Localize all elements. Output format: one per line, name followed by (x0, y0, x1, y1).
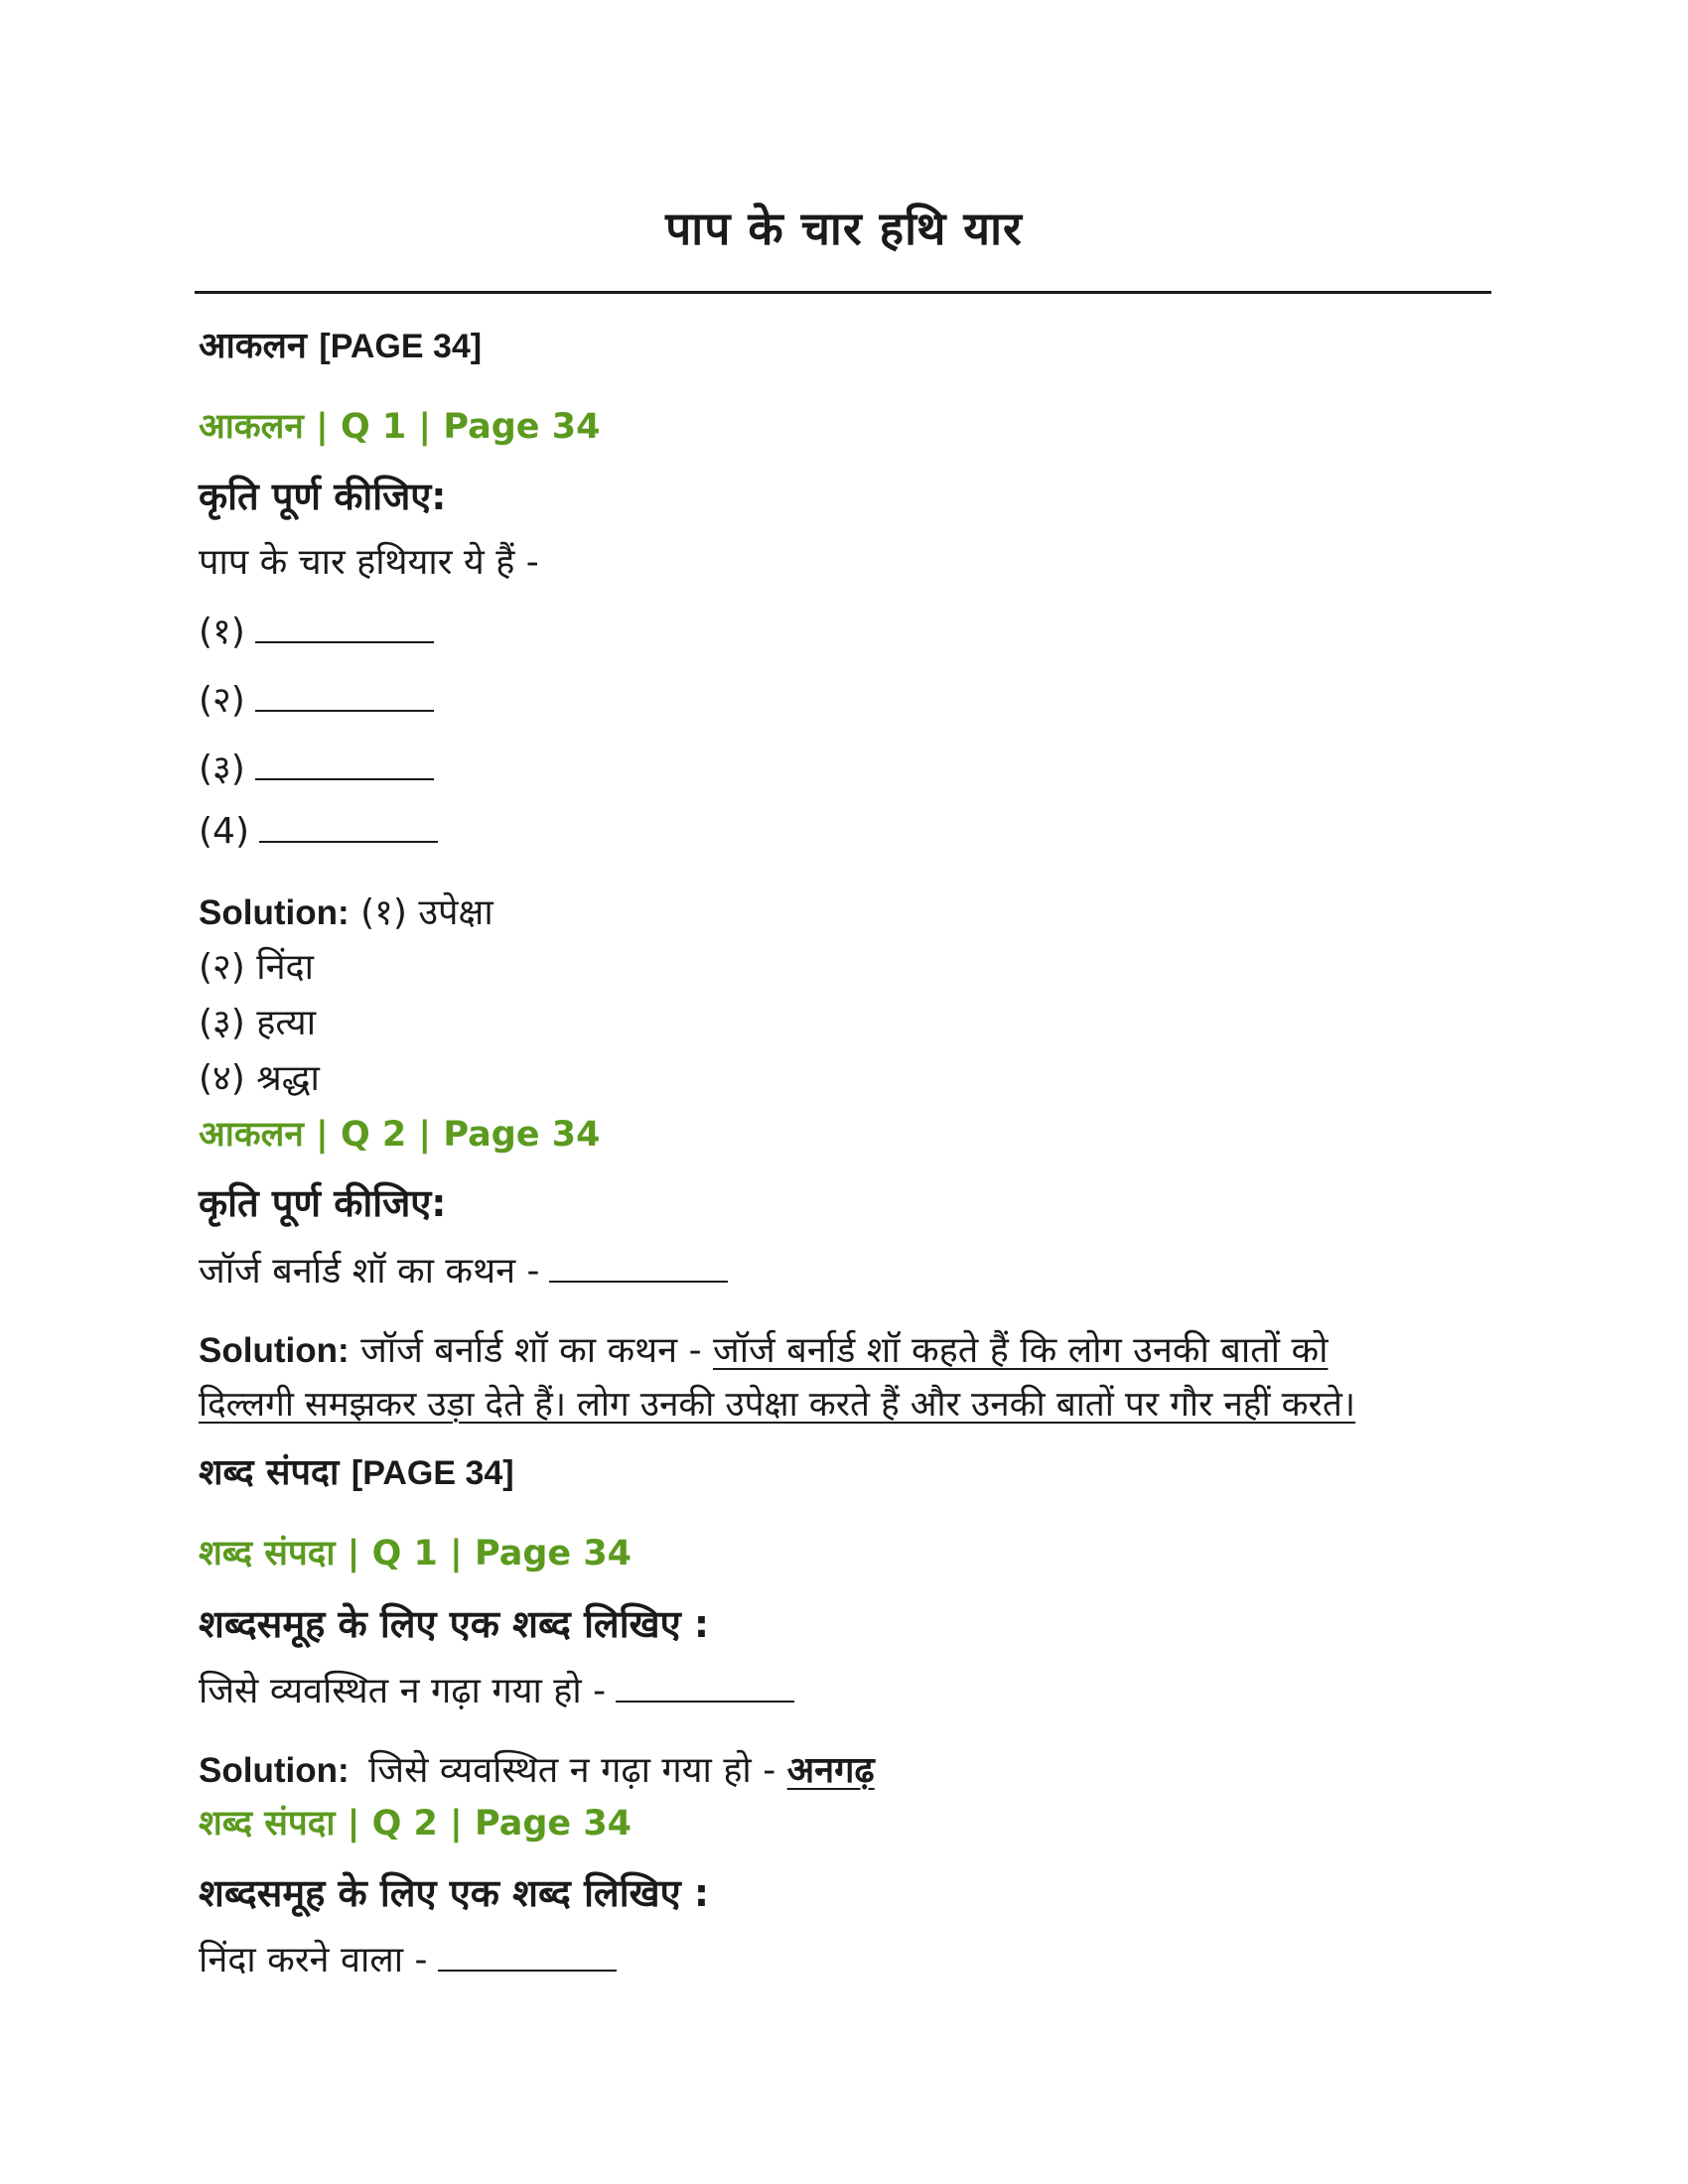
section-heading-aakalan (199, 320, 482, 368)
solution-line: (४) श्रद्धा (199, 1058, 320, 1099)
solution-answer: अनगढ़ (786, 1750, 875, 1791)
question-prompt: पाप के चार हथियार ये हैं - (199, 542, 539, 583)
answer-blank-row (199, 811, 438, 852)
answer-blank-row (199, 674, 434, 723)
question-label: शब्द संपदा | Q 1 | Page 34 (199, 1534, 633, 1573)
solution-label: Solution: (199, 1331, 350, 1370)
question-prompt-row (199, 1665, 794, 1713)
blank-number: (१) (199, 612, 245, 652)
question-instruction: शब्दसमूह के लिए एक शब्द लिखिए : (199, 1871, 710, 1915)
question-label: आकलन | Q 1 | Page 34 (199, 407, 601, 447)
question-prompt: जिसे व्यवस्थित न गढ़ा गया हो - (199, 1671, 607, 1711)
solution-line: (३) हत्या (199, 1003, 317, 1043)
answer-blank (616, 1671, 794, 1703)
solution-prefix: जिसे व्यवस्थित न गढ़ा गया हो - (368, 1750, 776, 1791)
question-instruction: शब्दसमूह के लिए एक शब्द लिखिए : (199, 1602, 710, 1646)
question-label: शब्द संपदा | Q 2 | Page 34 (199, 1804, 633, 1843)
blank-number: (4) (199, 811, 249, 852)
question-prompt-row (199, 1934, 617, 1982)
answer-blank (255, 612, 434, 643)
answer-blank (438, 1940, 617, 1972)
solution-prefix: जॉर्ज बर्नार्ड शॉ का कथन - (360, 1330, 702, 1371)
solution-line: (२) निंदा (199, 947, 314, 988)
solution-text: (१) उपेक्षा (360, 892, 493, 933)
answer-blank-row (199, 743, 434, 791)
question-prompt-row (199, 1245, 728, 1294)
solution-answer: जॉर्ज बर्नार्ड शॉ कहते हैं कि लोग उनकी बातों को (713, 1330, 1329, 1371)
solution-answer-continued: दिल्लगी समझकर उड़ा देते हैं। लोग उनकी उपेक्षा करते हैं और उनकी बातों पर गौर नहीं करते। (199, 1385, 1356, 1425)
section-heading-text: आकलन (199, 326, 307, 366)
section-page-tag: [PAGE 34] (351, 1454, 514, 1492)
question-label: आकलन | Q 2 | Page 34 (199, 1115, 601, 1155)
blank-number: (३) (199, 749, 245, 789)
solution-line (199, 887, 493, 935)
answer-blank (255, 680, 434, 712)
solution-line (199, 1744, 875, 1793)
question-instruction: कृति पूर्ण कीजिए: (199, 475, 447, 518)
answer-blank (259, 811, 438, 843)
blank-number: (२) (199, 680, 245, 721)
page-title: पाप के चार हथि यार (665, 202, 1023, 255)
section-heading-text: शब्द संपदा (199, 1452, 340, 1493)
section-heading-shabd-sampada (199, 1446, 514, 1495)
solution-label: Solution: (199, 893, 350, 932)
answer-blank (549, 1251, 728, 1283)
question-prompt: जॉर्ज बर्नार्ड शॉ का कथन - (199, 1251, 540, 1292)
question-prompt: निंदा करने वाला - (199, 1940, 428, 1980)
question-instruction: कृति पूर्ण कीजिए: (199, 1181, 447, 1225)
solution-line (199, 1324, 1328, 1373)
title-divider (195, 291, 1491, 294)
answer-blank (255, 749, 434, 780)
answer-blank-row (199, 606, 434, 654)
solution-label: Solution: (199, 1751, 350, 1790)
section-page-tag: [PAGE 34] (319, 328, 483, 365)
